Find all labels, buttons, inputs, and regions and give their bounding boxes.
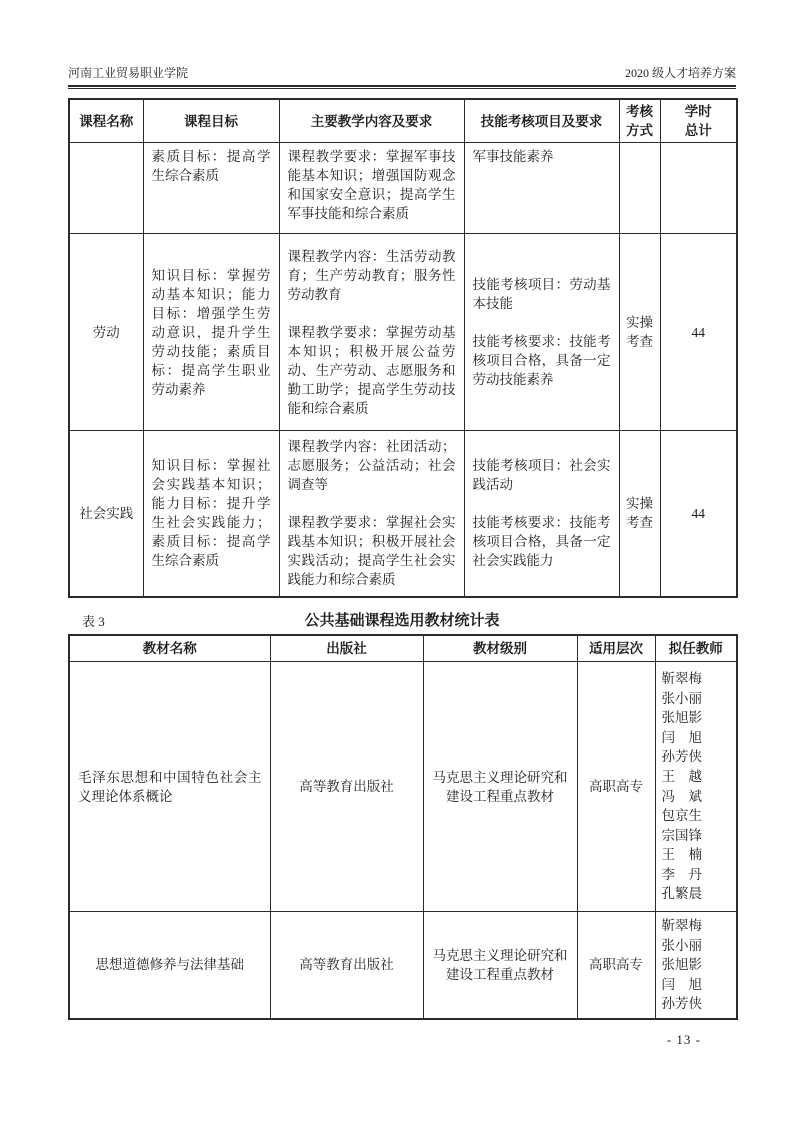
column-header-teaching-content: 主要教学内容及要求: [279, 99, 464, 143]
table3-caption: [68, 609, 736, 629]
teachers-cell: [655, 912, 737, 1019]
table-row-social-practice: [69, 431, 737, 597]
course-goals-cell: 知识目标：掌握劳动基本知识；能力目标：增强学生劳动意识，提升学生劳动技能；素质目标：提高学生职业劳动素养: [143, 234, 279, 431]
paragraph: 军事技能素养: [472, 149, 554, 164]
textbook-table-header-row: [69, 635, 737, 662]
teacher-name: 宗国锋: [661, 827, 702, 843]
header-rule: [68, 85, 736, 89]
course-goals-cell: 素质目标：提高学生综合素质: [143, 143, 279, 234]
teacher-name: 李 丹: [661, 866, 702, 882]
table-row-moral-law: [69, 912, 737, 1019]
teacher-name: 张小丽: [661, 690, 702, 706]
teachers-cell: [655, 662, 737, 912]
textbook-level-cell: 马克思主义理论研究和建设工程重点教材: [423, 662, 577, 912]
paragraph: 课程教学要求：掌握劳动基本知识；积极开展公益劳动、生产劳动、志愿服务和勤工助学；提高学生劳动技能和综合素质: [287, 324, 456, 416]
table-row-military-continued: [69, 143, 737, 234]
teacher-name: 张旭影: [661, 710, 702, 726]
page-number: - 13 -: [666, 1032, 701, 1047]
paragraph: 课程教学内容：生活劳动教育；生产劳动教育；服务性劳动教育: [287, 248, 456, 302]
assessment-method-cell: 实操考查: [619, 431, 660, 597]
column-header-textbook-name: 教材名称: [69, 635, 270, 662]
paragraph: 技能考核要求：技能考核项目合格，具备一定劳动技能素养: [472, 334, 611, 387]
column-header-skill-assessment: 技能考核项目及要求: [464, 99, 619, 143]
column-header-proposed-teachers: 拟任教师: [655, 635, 737, 662]
applicable-level-cell: 高职高专: [577, 662, 655, 912]
page-header: [68, 64, 736, 85]
paragraph: 技能考核项目：社会实践活动: [472, 458, 611, 493]
paragraph: 技能考核项目：劳动基本技能: [472, 277, 611, 311]
teacher-name: 冯 斌: [661, 788, 702, 804]
course-goals-cell: 知识目标：掌握社会实践基本知识；能力目标：提升学生社会实践能力；素质目标：提高学生综合素质: [143, 431, 279, 597]
textbook-name-cell: 思想道德修养与法律基础: [69, 912, 270, 1019]
column-header-course-goals: 课程目标: [143, 99, 279, 143]
teacher-name: 闫 旭: [661, 729, 702, 745]
paragraph: 技能考核要求：技能考核项目合格，具备一定社会实践能力: [472, 515, 611, 569]
total-hours-cell: 44: [660, 234, 737, 431]
paragraph: 课程教学要求：掌握社会实践基本知识；积极开展社会实践活动；提高学生社会实践能力和综合素质: [287, 515, 456, 588]
total-hours-cell: 44: [660, 431, 737, 597]
column-header-publisher: 出版社: [270, 635, 423, 662]
teacher-name: 闫 旭: [661, 976, 702, 992]
column-header-textbook-level: 教材级别: [423, 635, 577, 662]
table-row-mao-thought: [69, 662, 737, 912]
table3-label: 表 3: [82, 613, 105, 629]
teacher-name: 孙芳侠: [661, 749, 702, 765]
teacher-name: 孙芳侠: [661, 996, 702, 1012]
course-name-cell: [69, 143, 143, 234]
teaching-content-cell: [279, 143, 464, 234]
teacher-name: 包京生: [661, 808, 702, 824]
applicable-level-cell: 高职高专: [577, 912, 655, 1019]
document-page: [68, 64, 736, 1020]
column-header-assessment-method: 考核方式: [619, 99, 660, 143]
header-plan-title: 2020 级人才培养方案: [624, 66, 736, 80]
header-school-name: 河南工业贸易职业学院: [68, 66, 189, 80]
skill-assessment-cell: [464, 143, 619, 234]
course-table: [68, 98, 738, 598]
assessment-method-cell: 实操考查: [619, 234, 660, 431]
teacher-name: 王 越: [661, 768, 702, 784]
course-name-cell: 社会实践: [69, 431, 143, 597]
paragraph: 课程教学内容：社团活动；志愿服务；公益活动；社会调查等: [287, 439, 456, 493]
column-header-total-hours: 学时总计: [660, 99, 737, 143]
table-row-labor: [69, 234, 737, 431]
teacher-name: 靳翠梅: [661, 918, 702, 933]
paragraph: 课程教学要求：掌握军事技能基本知识；增强国防观念和国家安全意识；提高学生军事技能和综合素质: [287, 149, 456, 221]
teaching-content-cell: [279, 431, 464, 597]
textbook-level-cell: 马克思主义理论研究和建设工程重点教材: [423, 912, 577, 1019]
teaching-content-cell: [279, 234, 464, 431]
skill-assessment-cell: [464, 234, 619, 431]
assessment-method-cell: [619, 143, 660, 234]
teacher-name: 孔繁晨: [661, 886, 702, 902]
publisher-cell: 高等教育出版社: [270, 662, 423, 912]
table3-title: 公共基础课程选用教材统计表: [304, 612, 500, 629]
teacher-name: 靳翠梅: [661, 670, 702, 686]
skill-assessment-cell: [464, 431, 619, 597]
teacher-name: 王 楠: [661, 847, 702, 863]
course-name-cell: 劳动: [69, 234, 143, 431]
publisher-cell: 高等教育出版社: [270, 912, 423, 1019]
total-hours-cell: [660, 143, 737, 234]
column-header-course-name: 课程名称: [69, 99, 143, 143]
teacher-name: 张旭影: [661, 957, 702, 973]
course-table-header-row: [69, 99, 737, 143]
textbook-table: [68, 634, 738, 1020]
column-header-applicable-level: 适用层次: [577, 635, 655, 662]
textbook-name-cell: 毛泽东思想和中国特色社会主义理论体系概论: [69, 662, 270, 912]
teacher-name: 张小丽: [661, 937, 702, 953]
